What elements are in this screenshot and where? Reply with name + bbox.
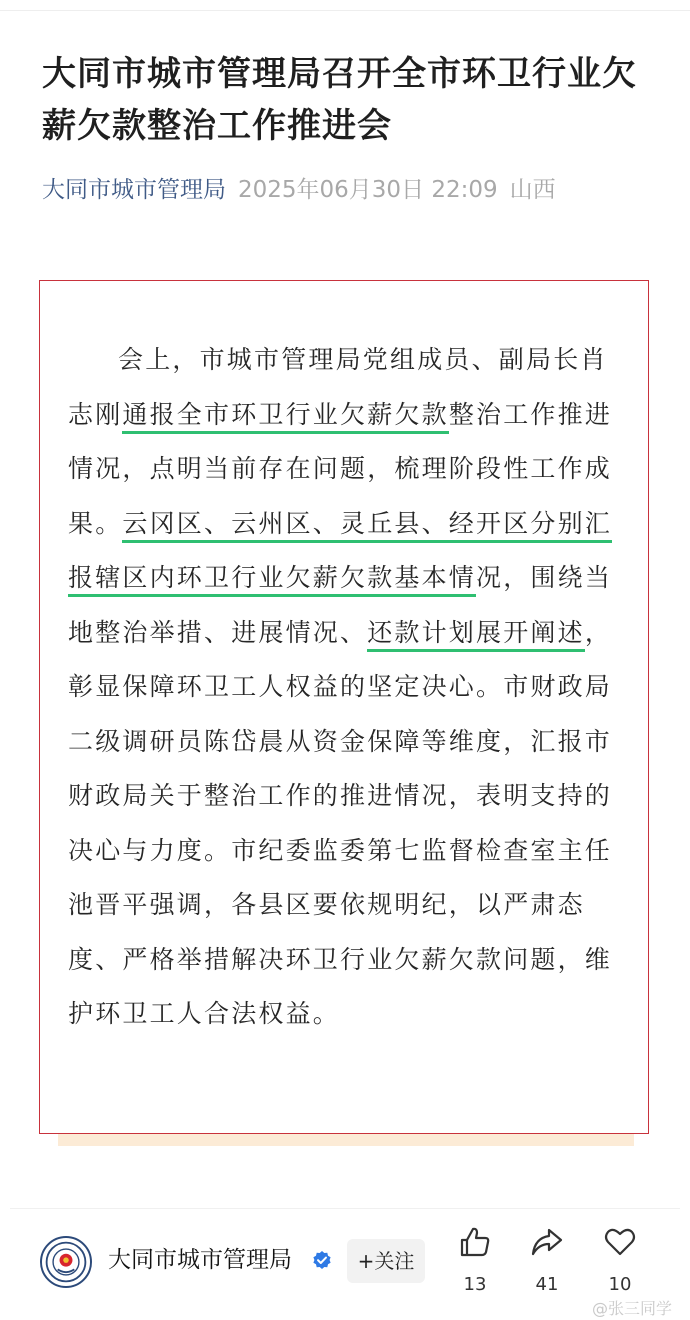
body-text-1: 会上，市城市管理局党组成员、副局长肖志刚 <box>68 345 608 429</box>
article-body <box>68 333 628 1042</box>
highlight-3: 还款计划展开阐述 <box>367 618 585 652</box>
favorite-button[interactable] <box>590 1225 650 1298</box>
body-text-2: 整治工作推进情况，点明当前存在问题，梳理阶段性工作成果。 <box>68 399 613 538</box>
account-name[interactable]: 大同市城市管理局 <box>108 1247 292 1273</box>
article-meta <box>42 172 556 208</box>
favorite-count: 10 <box>608 1274 632 1295</box>
follow-button[interactable]: +关注 <box>347 1239 425 1283</box>
highlight-1: 通报全市环卫行业欠薪欠款 <box>122 400 448 434</box>
publish-date: 2025年06月30日 22:09 <box>238 177 498 203</box>
body-text-4: ，彰显保障环卫工人权益的坚定决心。市财政局二级调研员陈岱晨从资金保障等维度，汇报市财政局关于整治工作的推进情况，表明支持的决心与力度。市纪委监委第七监督检查室主任池晋平强调，各县区要依规明纪，以严肃态度、严格举措解决环卫行业欠薪欠款问题，维护环卫工人合法权益。 <box>68 617 613 1028</box>
top-divider <box>0 10 690 11</box>
author-link[interactable]: 大同市城市管理局 <box>42 177 226 203</box>
article-image[interactable] <box>39 280 649 1134</box>
heart-icon <box>603 1225 637 1259</box>
like-count: 13 <box>463 1274 487 1295</box>
footer-divider <box>10 1208 680 1209</box>
share-button[interactable] <box>517 1225 577 1298</box>
share-icon <box>530 1225 564 1259</box>
emblem-icon <box>42 1238 90 1286</box>
verified-icon <box>312 1250 332 1270</box>
highlight-2: 云冈区、云州区、灵丘县、经开区分别汇报辖区内环卫行业欠薪欠款基本情 <box>68 509 612 598</box>
thumbs-up-icon <box>458 1225 492 1259</box>
region-label: 山西 <box>509 177 556 203</box>
article-title: 大同市城市管理局召开全市环卫行业欠薪欠款整治工作推进会 <box>42 54 637 146</box>
like-button[interactable] <box>445 1225 505 1298</box>
avatar[interactable] <box>40 1236 92 1288</box>
body-text-3: 况，围绕当地整治举措、进展情况、 <box>68 563 613 647</box>
watermark: @张三同学 <box>591 1299 672 1318</box>
share-count: 41 <box>535 1274 559 1295</box>
